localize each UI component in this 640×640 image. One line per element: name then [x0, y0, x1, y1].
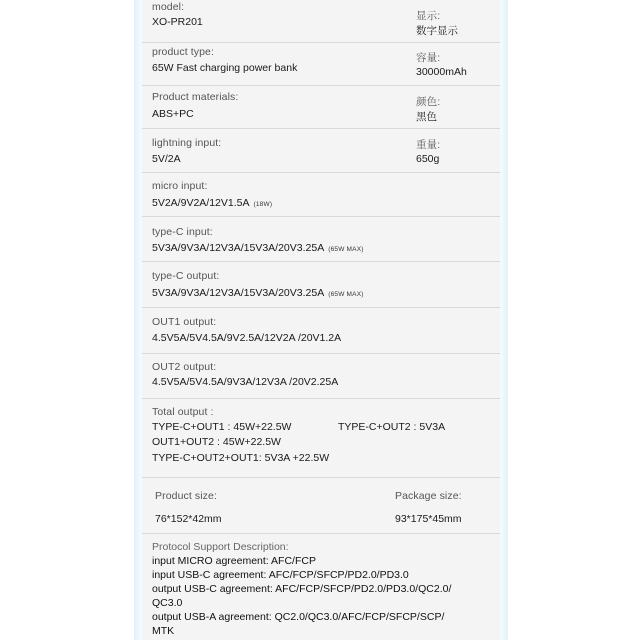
typec-output-label: type-C output: [152, 270, 220, 282]
product-size-label: Product size: [155, 490, 217, 502]
right-glow-edge [500, 0, 508, 640]
typec-input-value [152, 242, 364, 254]
total-output-line1b: TYPE-C+OUT2 : 5V3A [338, 421, 446, 433]
row-typec-output [142, 261, 500, 308]
weight-value: 650g [416, 153, 440, 165]
left-glow-edge [134, 0, 142, 640]
color-value: 黑色 [416, 111, 437, 123]
protocol-usba-out-2: MTK [152, 625, 175, 637]
materials-value: ABS+PC [152, 108, 194, 120]
typec-input-label: type-C input: [152, 226, 213, 238]
display-value: 数字显示 [416, 25, 458, 37]
total-output-label: Total output : [152, 406, 214, 418]
package-size-value: 93*175*45mm [395, 513, 462, 525]
weight-label: 重量: [416, 139, 441, 151]
typec-output-note: (65W MAX) [328, 291, 364, 298]
protocol-usba-out-1: output USB-A agreement: QC2.0/QC3.0/AFC/FCP/SFCP/SCP/ [152, 611, 445, 623]
color-label: 颜色: [416, 96, 441, 108]
row-size [142, 477, 500, 534]
lightning-value: 5V/2A [152, 153, 181, 165]
display-label: 显示: [416, 10, 441, 22]
typec-output-value [152, 287, 364, 299]
row-typec-input [142, 216, 500, 262]
typec-output-text: 5V3A/9V3A/12V3A/15V3A/20V3.25A [152, 287, 325, 299]
micro-input-note: (18W) [253, 201, 273, 208]
out2-label: OUT2 output: [152, 361, 217, 373]
product-type-value: 65W Fast charging power bank [152, 62, 298, 74]
micro-input-value [152, 197, 272, 209]
out2-value: 4.5V5A/5V4.5A/9V3A/12V3A /20V2.25A [152, 376, 339, 388]
model-label: model: [152, 1, 185, 13]
lightning-label: lightning input: [152, 137, 222, 149]
package-size-label: Package size: [395, 490, 462, 502]
capacity-label: 容量: [416, 52, 441, 64]
typec-input-text: 5V3A/9V3A/12V3A/15V3A/20V3.25A [152, 242, 325, 254]
row-out1 [142, 307, 500, 354]
protocol-usbc-out-2: QC3.0 [152, 597, 183, 609]
micro-input-label: micro input: [152, 180, 208, 192]
row-micro [142, 172, 500, 217]
protocol-usbc-in: input USB-C agreement: AFC/FCP/SFCP/PD2.0/PD3.0 [152, 569, 409, 581]
product-size-value: 76*152*42mm [155, 513, 222, 525]
typec-input-note: (65W MAX) [328, 246, 364, 253]
protocol-usbc-out-1: output USB-C agreement: AFC/FCP/SFCP/PD2.0/PD3.0/QC2.0/ [152, 583, 452, 595]
total-output-line1a: TYPE-C+OUT1 : 45W+22.5W [152, 421, 292, 433]
row-lightning [142, 128, 500, 173]
materials-label: Product materials: [152, 91, 239, 103]
out1-label: OUT1 output: [152, 316, 217, 328]
total-output-line3: TYPE-C+OUT2+OUT1: 5V3A +22.5W [152, 452, 330, 464]
capacity-value: 30000mAh [416, 66, 467, 78]
protocol-heading: Protocol Support Description: [152, 541, 289, 553]
product-type-label: product type: [152, 46, 215, 58]
protocol-micro: input MICRO agreement: AFC/FCP [152, 555, 316, 567]
out1-value: 4.5V5A/5V4.5A/9V2.5A/12V2A /20V1.2A [152, 332, 342, 344]
model-value: XO-PR201 [152, 16, 203, 28]
micro-input-text: 5V2A/9V2A/12V1.5A [152, 197, 250, 209]
total-output-line2: OUT1+OUT2 : 45W+22.5W [152, 436, 281, 448]
